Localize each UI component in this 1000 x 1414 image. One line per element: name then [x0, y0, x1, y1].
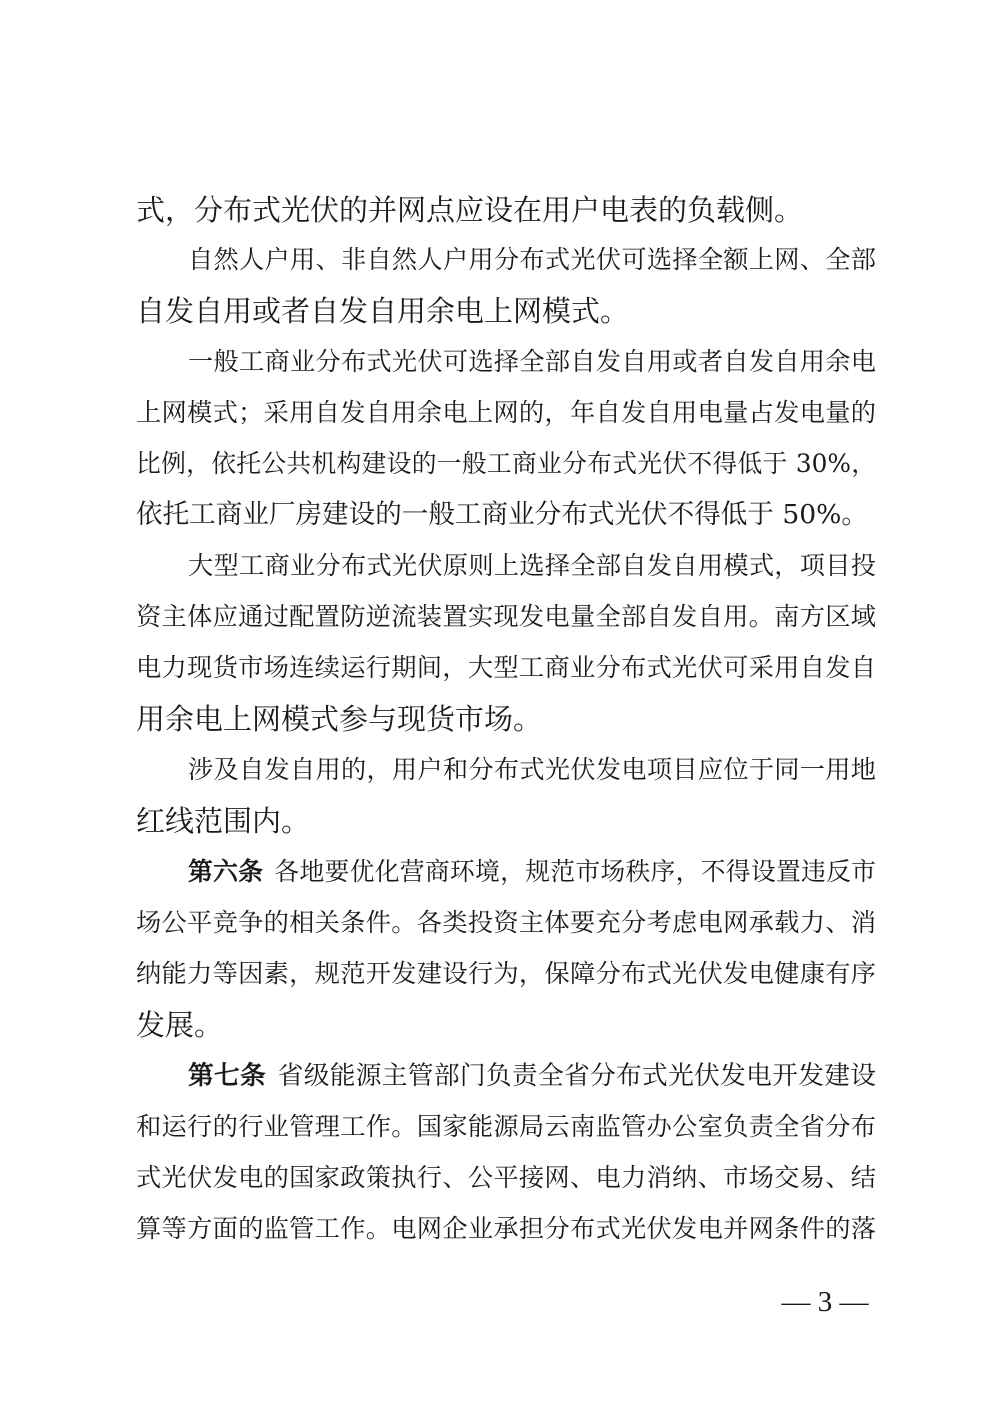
article-seven-first-line [0, 1053, 1000, 1099]
text-line [0, 696, 1000, 742]
line-text [188, 1053, 876, 1099]
line-text: 红线范围内。 [136, 804, 311, 838]
line-text: 和运行的行业管理工作。国家能源局云南监管办公室负责全省分布 [136, 1112, 876, 1141]
article-six-heading: 第六条 [188, 857, 264, 886]
line-text: 比例，依托公共机构建设的一般工商业分布式光伏不得低于 30%， [136, 449, 876, 478]
article-seven-heading: 第七条 [188, 1061, 267, 1091]
text-line [0, 441, 1000, 487]
text-line [0, 594, 1000, 640]
line-text: 一般工商业分布式光伏可选择全部自发自用或者自发自用余电 [188, 347, 876, 376]
text-line [0, 492, 1000, 538]
article-six-first-line [0, 849, 1000, 895]
line-text: 电力现货市场连续运行期间，大型工商业分布式光伏可采用自发自 [136, 653, 876, 682]
text-line [0, 951, 1000, 997]
article-six-text: 各地要优化营商环境，规范市场秩序，不得设置违反市 [274, 857, 876, 886]
line-text: 涉及自发自用的，用户和分布式光伏发电项目应位于同一用地 [188, 755, 876, 784]
text-line [0, 339, 1000, 385]
line-text: 上网模式；采用自发自用余电上网的，年自发自用电量占发电量的 [136, 398, 876, 427]
line-text [188, 849, 876, 895]
text-line [0, 390, 1000, 436]
text-line [0, 1002, 1000, 1048]
line-text: 纳能力等因素，规范开发建设行为，保障分布式光伏发电健康有序 [136, 959, 876, 988]
line-text: 发展。 [136, 1008, 224, 1042]
article-seven-text: 省级能源主管部门负责全省分布式光伏发电开发建设 [277, 1061, 877, 1091]
line-text: 资主体应通过配置防逆流装置实现发电量全部自发自用。南方区域 [136, 602, 876, 631]
text-line [0, 237, 1000, 283]
text-line [0, 747, 1000, 793]
text-line [0, 798, 1000, 844]
page-number: — 3 — [781, 1286, 869, 1318]
line-text: 算等方面的监管工作。电网企业承担分布式光伏发电并网条件的落 [136, 1214, 876, 1243]
text-line [0, 900, 1000, 946]
text-line [0, 543, 1000, 589]
line-text: 式，分布式光伏的并网点应设在用户电表的负载侧。 [136, 193, 804, 227]
text-line [0, 645, 1000, 691]
line-text: 自然人户用、非自然人户用分布式光伏可选择全额上网、全部 [188, 245, 876, 274]
line-text: 用余电上网模式参与现货市场。 [136, 702, 543, 736]
line-text: 场公平竞争的相关条件。各类投资主体要充分考虑电网承载力、消 [136, 908, 876, 937]
text-line [0, 288, 1000, 334]
text-line [0, 1104, 1000, 1150]
line-text: 大型工商业分布式光伏原则上选择全部自发自用模式，项目投 [188, 551, 876, 580]
line-text: 自发自用或者自发自用余电上网模式。 [136, 294, 630, 328]
line-text: 式光伏发电的国家政策执行、公平接网、电力消纳、市场交易、结 [136, 1163, 876, 1192]
line-text: 依托工商业厂房建设的一般工商业分布式光伏不得低于 50%。 [136, 499, 868, 530]
text-line [0, 187, 1000, 233]
text-line [0, 1206, 1000, 1252]
text-line [0, 1155, 1000, 1201]
